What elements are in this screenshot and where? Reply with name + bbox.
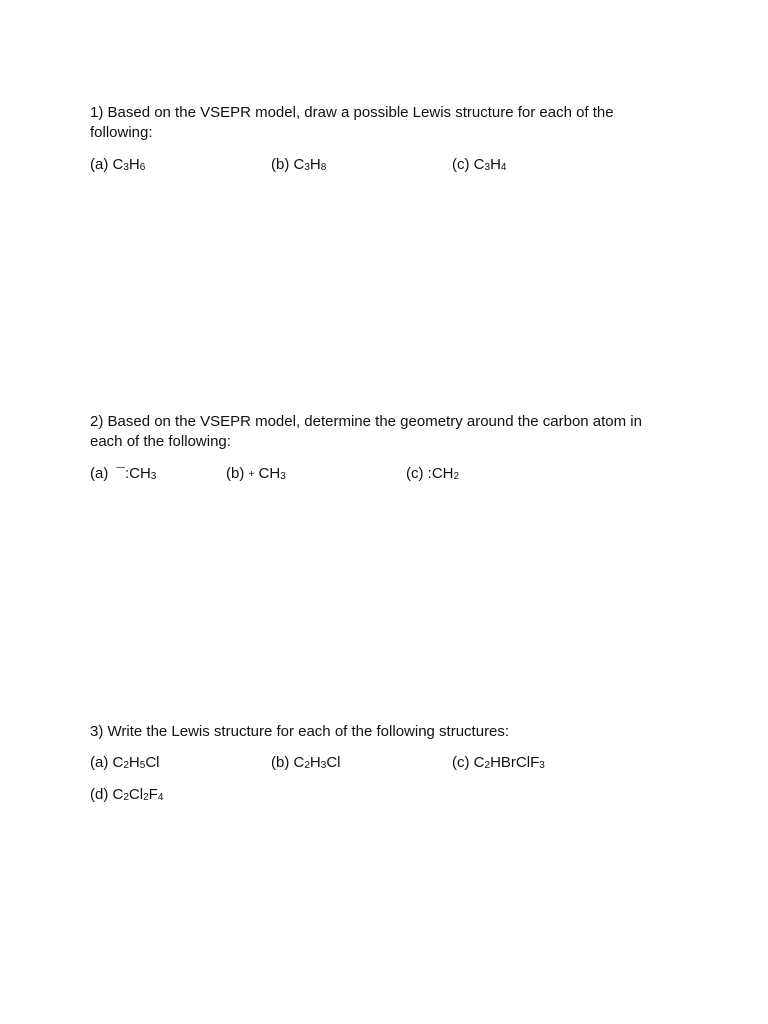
- question-2-item-c: [406, 464, 459, 487]
- item-label: (c): [452, 156, 474, 173]
- chemical-formula: C3H6: [112, 156, 146, 173]
- question-3-item-b: [271, 753, 340, 776]
- question-1-items: [90, 155, 660, 175]
- item-label: (a): [90, 465, 117, 482]
- chemical-formula: C3H8: [293, 156, 327, 173]
- item-label: (d): [90, 786, 113, 803]
- question-2-items: [90, 464, 660, 484]
- question-1-item-a: [90, 155, 145, 178]
- chemical-formula: C2H3Cl: [293, 754, 341, 771]
- question-3-items-row-2: [90, 785, 660, 805]
- item-label: (c): [406, 465, 428, 482]
- question-1: [90, 103, 660, 175]
- question-1-text: 1) Based on the VSEPR model, draw a possible Lewis structure for each of the following:: [90, 104, 614, 141]
- chemical-formula: C2HBrClF3: [473, 754, 545, 771]
- question-3-item-a: [90, 753, 159, 776]
- question-3-item-c: [452, 753, 545, 776]
- chemical-formula: ¯:CH3: [116, 465, 157, 482]
- item-label: (a): [90, 156, 113, 173]
- question-3-item-d: [90, 785, 163, 808]
- question-2-item-a: [90, 464, 156, 487]
- item-label: (a): [90, 754, 113, 771]
- question-1-item-b: [271, 155, 326, 178]
- question-3: [90, 722, 660, 805]
- chemical-formula: C2Cl2F4: [112, 786, 164, 803]
- question-2: [90, 412, 660, 484]
- question-3-text: 3) Write the Lewis structure for each of the following structures:: [90, 723, 510, 740]
- question-3-items-row-1: [90, 753, 660, 773]
- chemical-formula: :CH2: [427, 465, 460, 482]
- item-label: (b): [271, 754, 294, 771]
- question-1-item-c: [452, 155, 506, 178]
- chemical-formula: C3H4: [473, 156, 507, 173]
- chemical-formula: + CH3: [248, 465, 286, 482]
- item-label: (c): [452, 754, 474, 771]
- chemical-formula: C2H5Cl: [112, 754, 160, 771]
- item-label: (b): [271, 156, 294, 173]
- question-2-item-b: [226, 464, 286, 487]
- item-label: (b): [226, 465, 249, 482]
- question-2-text: 2) Based on the VSEPR model, determine the geometry around the carbon atom in each of the following:: [90, 413, 642, 450]
